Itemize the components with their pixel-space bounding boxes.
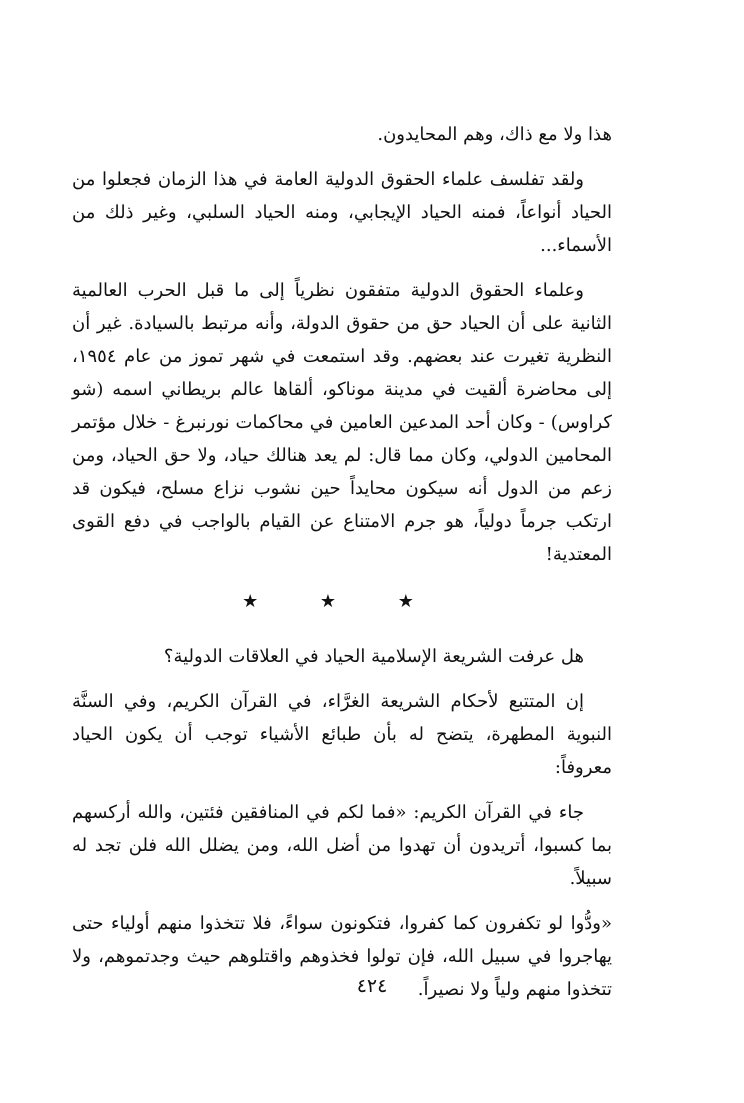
paragraph-5: إن المتتبع لأحكام الشريعة الغرَّاء، في القرآن الكريم، وفي السنَّة النبوية المطهرة، يتضح له بأن طبائع الأشياء توجب أن يكون الحياد معروفاً: xyxy=(72,691,612,778)
paragraph-6: جاء في القرآن الكريم: «فما لكم في المنافقين فئتين، والله أركسهم بما كسبوا، أتريدون أن تهدوا من أضل الله، ومن يضلل الله فلن تجد له سبيلاً. xyxy=(72,802,612,889)
page-body xyxy=(72,118,612,1018)
paragraph-7: «ودُّوا لو تكفرون كما كفروا، فتكونون سواءً، فلا تتخذوا منهم أولياء حتى يهاجروا في سبيل الله، فإن تولوا فخذوهم واقتلوهم حيث وجدتموهم، ولا تتخذوا منهم ولياً ولا نصيراً. xyxy=(72,913,612,1000)
paragraph-4: هل عرفت الشريعة الإسلامية الحياد في العلاقات الدولية؟ xyxy=(163,646,584,667)
paragraph-1: هذا ولا مع ذاك، وهم المحايدون. xyxy=(377,124,612,145)
paragraph-3: وعلماء الحقوق الدولية متفقون نظرياً إلى ما قبل الحرب العالمية الثانية على أن الحياد حق من حقوق الدولة، وأنه مرتبط بالسيادة. غير أن النظرية تغيرت عند بعضهم. وقد استمعت في شهر تموز من عام ١٩٥٤، إلى محاضرة ألقيت في مدينة موناكو، ألقاها عالم بريطاني اسمه (شو كراوس) - وكان أحد المدعين العامين في محاكمات نورنبرغ - خلال مؤتمر المحامين الدولي، وكان مما قال: لم يعد هنالك حياد، ولا حق الحياد، ومن زعم من الدول أنه سيكون محايداً حين نشوب نزاع مسلح، فيكون قد ارتكب جرماً دولياً، هو جرم الامتناع عن القيام بالواجب في دفع القوى المعتدية! xyxy=(72,280,612,565)
section-divider-stars: ★ ★ ★ xyxy=(242,591,442,612)
paragraph-2: ولقد تفلسف علماء الحقوق الدولية العامة في هذا الزمان فجعلوا من الحياد أنواعاً، فمنه الحياد الإيجابي، ومنه الحياد السلبي، وغير ذلك من الأسماء... xyxy=(72,169,612,256)
page-number: ٤٢٤ xyxy=(356,975,388,997)
